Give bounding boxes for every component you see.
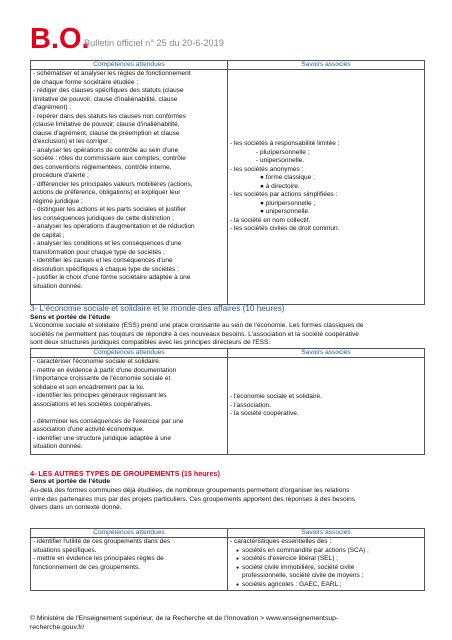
col-header-competences: Compétences attendues xyxy=(31,529,228,538)
section-4-paragraph xyxy=(30,487,424,513)
competence-line: limitative de pouvoir, clause d'inaliénabilité, clause xyxy=(33,95,178,103)
competence-line: - analyser les opérations d'augmentation et de réduction xyxy=(33,223,195,230)
savoir-line: - les sociétés à responsabilité limitée : xyxy=(230,140,340,148)
section-4-title: 4- LES AUTRES TYPES DE GROUPEMENTS (15 heures) xyxy=(30,469,220,478)
savoir-line xyxy=(230,547,422,556)
col-header-savoirs: Savoirs associés xyxy=(228,529,425,538)
competence-line: clause d'agrément, clause de préemption et clause xyxy=(33,129,180,137)
savoirs-cell xyxy=(228,538,425,591)
savoir-line: - caractéristiques essentielles des : xyxy=(230,538,332,545)
savoirs-cell xyxy=(228,70,425,305)
competence-line: - identifier les causes et les conséquences d'une xyxy=(33,257,173,264)
competence-line: situations spécifiques. xyxy=(33,546,97,554)
savoir-line: ● forme classique ; xyxy=(260,174,315,182)
competence-line: l'importance croissante de l'économie sociale et xyxy=(33,375,171,382)
competence-line: - rédiger des clauses spécifiques des statuts (clause xyxy=(33,87,184,94)
competence-line: association d'une activité économique. xyxy=(33,426,145,433)
competence-line: - distinguer les actions et les parts sociales et justifier xyxy=(33,206,187,213)
competence-line: d'agrément) ; xyxy=(33,104,72,111)
section-4-subtitle: Sens et portée de l'étude xyxy=(30,478,111,485)
paragraph-line: sont deux structures juridiques compatibles avec les principes directeurs de l'ESS. xyxy=(30,339,271,346)
savoir-line: - l'économie sociale et solidaire. xyxy=(230,393,322,401)
competence-line: (clause limitative de pouvoir, clause d'inaliénabilité, xyxy=(33,121,180,128)
savoir-line xyxy=(230,581,422,590)
section-3-title: 3- L'économie sociale et solidaire et le monde des affaires (10 heures) xyxy=(30,304,285,313)
bullet-icon: ● xyxy=(236,564,240,571)
section-3-subtitle: Sens et portée de l'étude xyxy=(30,314,111,321)
savoir-text: société civile immobilière, société civile xyxy=(242,563,355,571)
competences-cell xyxy=(31,70,228,305)
savoir-line: ● unipersonnelle. xyxy=(260,208,310,216)
bullet-icon: ● xyxy=(236,547,240,554)
competence-line: d'exclusion) et les corriger ; xyxy=(33,138,112,145)
savoir-line xyxy=(230,555,422,564)
competence-line: des conventions réglementées, contrôle interne, xyxy=(33,163,172,171)
competence-line: - identifier les principes généraux régissant les xyxy=(33,392,167,399)
competence-line: - analyser les opérations de contrôle au sein d'une xyxy=(33,146,179,154)
savoir-line: - pluripersonnelle ; xyxy=(256,148,310,156)
savoir-line: professionnelle, société civile de moyens ; xyxy=(242,572,364,579)
savoir-text: sociétés agricoles : GAEC, EARL ; xyxy=(242,580,342,588)
savoir-line: - les sociétés par actions simplifiées : xyxy=(230,191,338,199)
savoir-text: sociétés d'exercice libéral (SEL) ; xyxy=(242,555,338,562)
competence-line: situation donnée. xyxy=(33,443,83,450)
competence-line: - caractériser l'économie sociale et solidaire. xyxy=(33,358,161,365)
col-header-savoirs: Savoirs associés xyxy=(228,349,425,358)
competence-line: - différencier les principales valeurs mobilières (actions, xyxy=(33,180,193,188)
competences-table-2 xyxy=(30,348,425,455)
savoir-line xyxy=(230,564,422,573)
competences-cell xyxy=(31,358,228,455)
competence-line: société : rôles du commissaire aux comptes, contrôle xyxy=(33,155,186,162)
competence-line: régime juridique ; xyxy=(33,197,83,205)
competence-line: - analyser les conditions et les conséquences d'une xyxy=(33,240,182,247)
competence-line: - schématiser et analyser les règles de fonctionnement xyxy=(33,70,191,77)
competence-line: - justifier le choix d'une forme sociétaire adaptée à une xyxy=(33,274,191,281)
paragraph-line: divers dans un contexte donné. xyxy=(30,504,122,511)
savoir-line: - unipersonnelle. xyxy=(256,157,305,165)
competence-line xyxy=(33,409,225,418)
savoirs-cell xyxy=(228,358,425,455)
competence-line: de chaque forme sociétaire étudiée ; xyxy=(33,78,139,86)
competence-line: associations et les sociétés coopératives. xyxy=(33,400,153,408)
competence-line: situation donnée. xyxy=(33,282,83,290)
competence-line: - identifier l'utilité de ces groupements dans des xyxy=(33,538,171,545)
competence-line: - identifier une structure juridique adaptée à une xyxy=(33,434,172,442)
section-3-paragraph xyxy=(30,322,424,348)
savoir-line: - la société coopérative. xyxy=(230,410,299,418)
savoir-line: ● pluripersonnelle ; xyxy=(260,199,316,207)
paragraph-line: sociétés ne permettent pas toujours de répondre à ces nouveaux besoins. L'association et la société coopérative xyxy=(30,330,359,338)
competence-line: - déterminer les conséquences de l'exercice par une xyxy=(33,417,184,425)
col-header-savoirs: Savoirs associés xyxy=(228,61,425,70)
savoir-line: - les sociétés civiles de droit commun. xyxy=(230,225,340,233)
col-header-competences: Compétences attendues xyxy=(31,349,228,358)
competence-line: de capital ; xyxy=(33,231,65,239)
competences-table-1 xyxy=(30,60,425,305)
paragraph-line: L'économie sociale et solidaire (ESS) prend une place croissante au sein de l'économie. Les formes classiques de xyxy=(30,322,364,329)
paragraph-line: entre des partenaires mus par des projets particuliers. Ces groupements apportent des réponses à des besoins xyxy=(30,495,356,503)
bo-logo: B.O. xyxy=(30,23,90,55)
competence-line: les conséquences juridiques de cette distinction ; xyxy=(33,214,174,222)
competences-table-3 xyxy=(30,528,425,591)
footer xyxy=(30,615,430,632)
bulletin-subtitle: Bulletin officiel n° 25 du 20-6-2019 xyxy=(84,38,224,48)
savoir-line: - la société en nom collectif. xyxy=(230,216,311,224)
savoir-line: - les sociétés anonymes : xyxy=(230,165,304,173)
page-header xyxy=(30,24,430,54)
competence-line: - mettre en évidence à partir d'une documentation xyxy=(33,366,177,374)
footer-line-1: © Ministère de l'Enseignement supérieur, de la Recherche et de l'Innovation > www.enseignementsup- xyxy=(30,615,339,622)
competence-line: - repérer dans des statuts les clauses non conformes xyxy=(33,112,186,120)
footer-line-2: recherche.gouv.fr/ xyxy=(30,623,85,631)
col-header-competences: Compétences attendues xyxy=(31,61,228,70)
competence-line: - mettre en évidence les principales règles de xyxy=(33,555,164,562)
bullet-icon: ● xyxy=(236,556,240,562)
savoir-line: - l'association. xyxy=(230,401,271,409)
competence-line: dissolution spécifiques à chaque type de sociétés ; xyxy=(33,265,179,273)
bullet-icon: ● xyxy=(236,581,240,588)
competence-line: procédure d'alerte ; xyxy=(33,172,89,179)
paragraph-line: Au-delà des formes communes déjà étudiées, de nombreux groupements permettent d'organiser les relations xyxy=(30,487,350,494)
savoir-line: ● à directoire. xyxy=(260,182,300,190)
competence-line: actions de préférence, obligations) et expliquer leur xyxy=(33,189,181,196)
competence-line: solidaire et son encadrement par la loi. xyxy=(33,383,145,391)
competence-line: fonctionnement de ces groupements. xyxy=(33,563,140,571)
competence-line: transformation pour chaque type de sociétés ; xyxy=(33,248,165,256)
competences-cell xyxy=(31,538,228,591)
savoir-text: sociétés en commandite par actions (SCA) ; xyxy=(242,546,369,554)
